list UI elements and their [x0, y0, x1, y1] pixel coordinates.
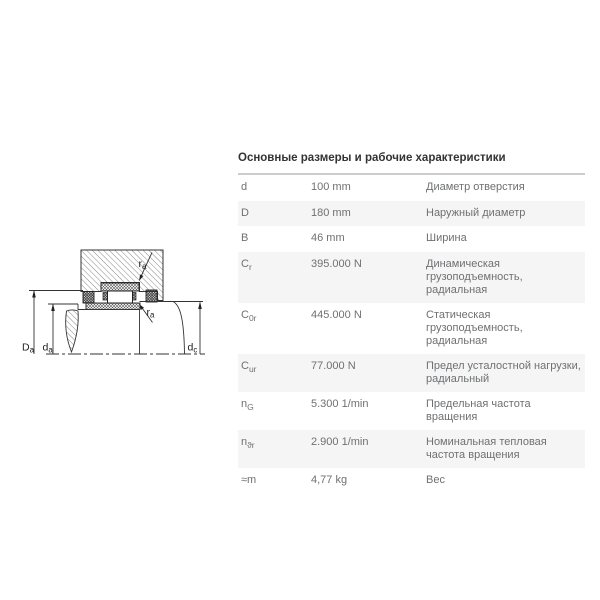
label-ra-top: $r_a$ — [138, 258, 147, 272]
symbol-cell: D — [241, 206, 249, 219]
angle-ring-right — [146, 290, 157, 302]
value-cell: 180 mm — [311, 206, 351, 219]
bearing-drawing — [0, 215, 230, 390]
shaft-flare-curve — [173, 302, 185, 355]
value-cell: 2.900 1/min — [311, 436, 369, 449]
arrow-Da — [32, 290, 36, 298]
inner-ring — [86, 303, 140, 310]
value-cell: 100 mm — [311, 181, 351, 193]
label-ra-bottom: $r_a$ — [146, 306, 155, 320]
arrow-da — [51, 304, 55, 312]
table-row-D — [238, 201, 585, 227]
shaft-shoulder-section — [66, 310, 79, 352]
description-cell: Номинальная тепловая частота вращения — [426, 436, 547, 462]
symbol-cell: $n_{ϑr}$ — [241, 436, 255, 451]
cage-left — [103, 293, 108, 301]
arrow-dc — [198, 302, 202, 310]
spec-table — [238, 150, 585, 494]
description-cell: Наружный диаметр — [426, 206, 526, 219]
symbol-cell: d — [241, 181, 248, 193]
symbol-cell: ≈m — [241, 474, 257, 487]
symbol-cell: $C_{0r}$ — [241, 309, 257, 324]
symbol-cell: B — [241, 232, 249, 245]
value-cell: 77.000 N — [311, 360, 356, 373]
label-Da: $D_a$ — [22, 341, 35, 355]
description-cell: Вес — [426, 474, 445, 487]
value-cell: 395.000 N — [311, 258, 362, 271]
description-cell: Статическая грузоподъемность, радиальная — [426, 309, 523, 348]
outer-ring — [101, 283, 139, 291]
roller — [108, 291, 133, 303]
symbol-cell: $C_r$ — [241, 258, 252, 273]
bearing-drawing-svg — [0, 215, 230, 390]
table-row-C0r — [238, 303, 585, 354]
table-row-d — [238, 175, 585, 201]
value-cell: 445.000 N — [311, 309, 362, 322]
spec-table-title: Основные размеры и рабочие характеристики — [238, 152, 506, 164]
symbol-cell: $n_G$ — [241, 398, 254, 413]
value-cell: 46 mm — [311, 232, 345, 245]
label-da: $d_a$ — [42, 341, 53, 355]
description-cell: Предел усталостной нагрузки, радиальный — [426, 360, 581, 386]
table-row-Cur — [238, 354, 585, 392]
label-dc: $d_c$ — [187, 341, 198, 355]
table-row-nthr — [238, 430, 585, 468]
description-cell: Динамическая грузоподъемность, радиальная — [426, 258, 523, 297]
value-cell: 4,77 kg — [311, 474, 348, 487]
table-row-Cr — [238, 252, 585, 303]
angle-ring-left — [83, 292, 94, 304]
table-row-nG — [238, 392, 585, 430]
description-cell: Ширина — [426, 232, 467, 245]
symbol-cell: $C_{ur}$ — [241, 360, 257, 375]
value-cell: 5.300 1/min — [311, 398, 369, 411]
description-cell: Диаметр отверстия — [426, 181, 525, 193]
table-row-mass — [238, 468, 585, 494]
description-cell: Предельная частота вращения — [426, 398, 531, 424]
table-row-B — [238, 226, 585, 252]
